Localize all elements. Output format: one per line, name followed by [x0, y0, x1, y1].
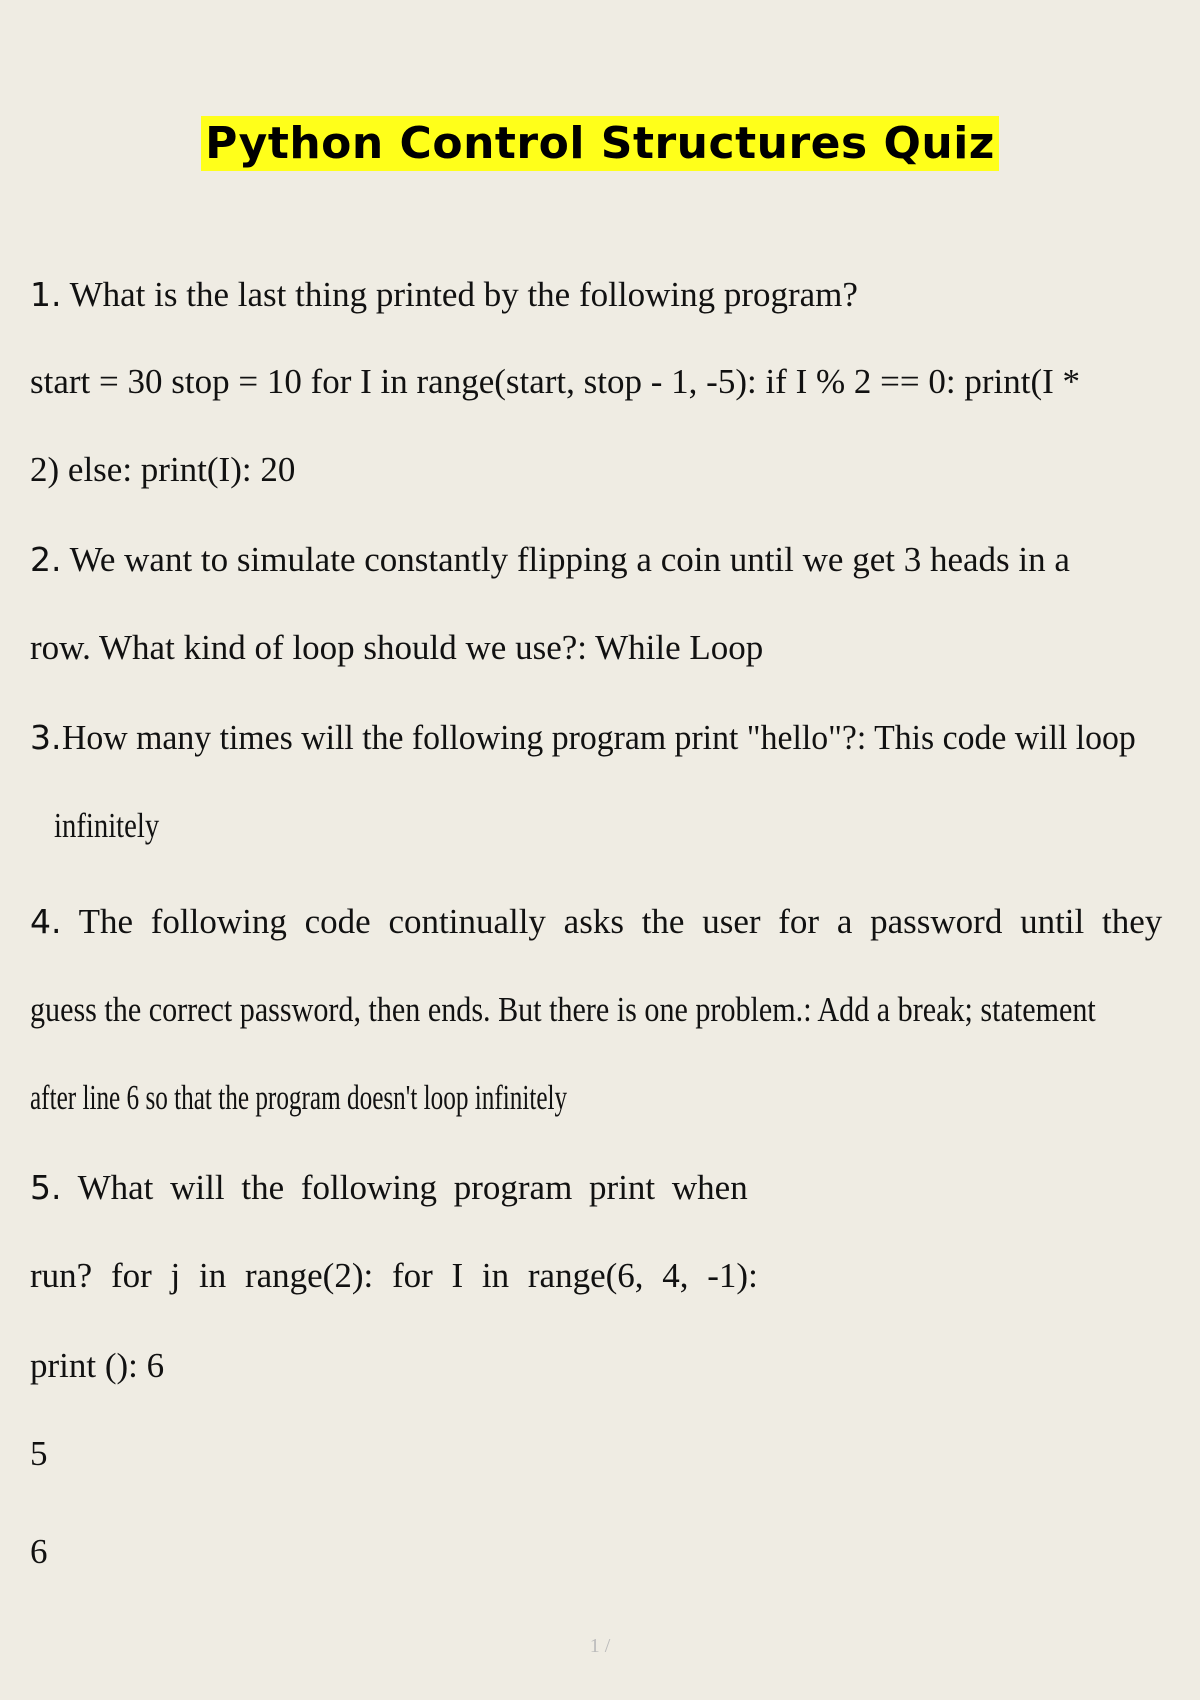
question-1-number: 1. — [30, 275, 62, 314]
title-container — [0, 118, 1200, 169]
question-1-line-2 — [30, 362, 1080, 402]
question-5-line-3 — [30, 1346, 164, 1386]
question-3-answer: infinitely — [54, 806, 160, 845]
question-4-text: The following code continually asks the user for a password until they — [61, 902, 1163, 941]
question-4-line-1 — [30, 902, 1162, 942]
question-5-line-2 — [30, 1256, 758, 1296]
question-1-line-3 — [30, 450, 295, 490]
document-title: Python Control Structures Quiz — [201, 116, 999, 171]
question-2-number: 2. — [30, 540, 62, 579]
question-4-text-continued: guess the correct password, then ends. But there is one problem.: Add a break; statement — [30, 990, 1096, 1029]
page-number: 1 / — [589, 1635, 611, 1657]
question-5-text: What will the following program print when — [61, 1168, 748, 1207]
question-5-answer-line-1: print (): 6 — [30, 1346, 165, 1385]
question-3-line-1 — [30, 718, 1174, 758]
question-5-answer-line-3: 6 — [30, 1532, 48, 1571]
question-4-answer: after line 6 so that the program doesn't loop infinitely — [30, 1078, 568, 1117]
question-2-line-1 — [30, 540, 1070, 580]
question-2-line-2 — [30, 628, 763, 668]
question-2-answer: row. What kind of loop should we use?: While Loop — [30, 628, 764, 667]
question-1-line-1 — [30, 275, 858, 315]
question-1-text: What is the last thing printed by the following program? — [61, 275, 858, 314]
question-4-line-3 — [30, 1078, 776, 1118]
question-5-line-5 — [30, 1532, 48, 1572]
question-3-line-2 — [54, 806, 182, 846]
question-1-code: start = 30 stop = 10 for I in range(start, stop - 1, -5): if I % 2 == 0: print(I * — [30, 362, 1080, 401]
question-3-text: How many times will the following program print "hello"?: This code will loop — [61, 718, 1136, 757]
question-5-answer-line-2: 5 — [30, 1434, 48, 1473]
question-5-line-1 — [30, 1168, 748, 1208]
question-4-line-2 — [30, 990, 1200, 1030]
question-3-number: 3. — [30, 718, 62, 757]
question-4-number: 4. — [30, 902, 62, 941]
question-1-answer: 2) else: print(I): 20 — [30, 450, 296, 489]
question-5-code: run? for j in range(2): for I in range(6, 4, -1): — [30, 1256, 758, 1295]
question-5-number: 5. — [30, 1168, 62, 1207]
question-2-text: We want to simulate constantly flipping a coin until we get 3 heads in a — [61, 540, 1070, 579]
question-5-line-4 — [30, 1434, 48, 1474]
